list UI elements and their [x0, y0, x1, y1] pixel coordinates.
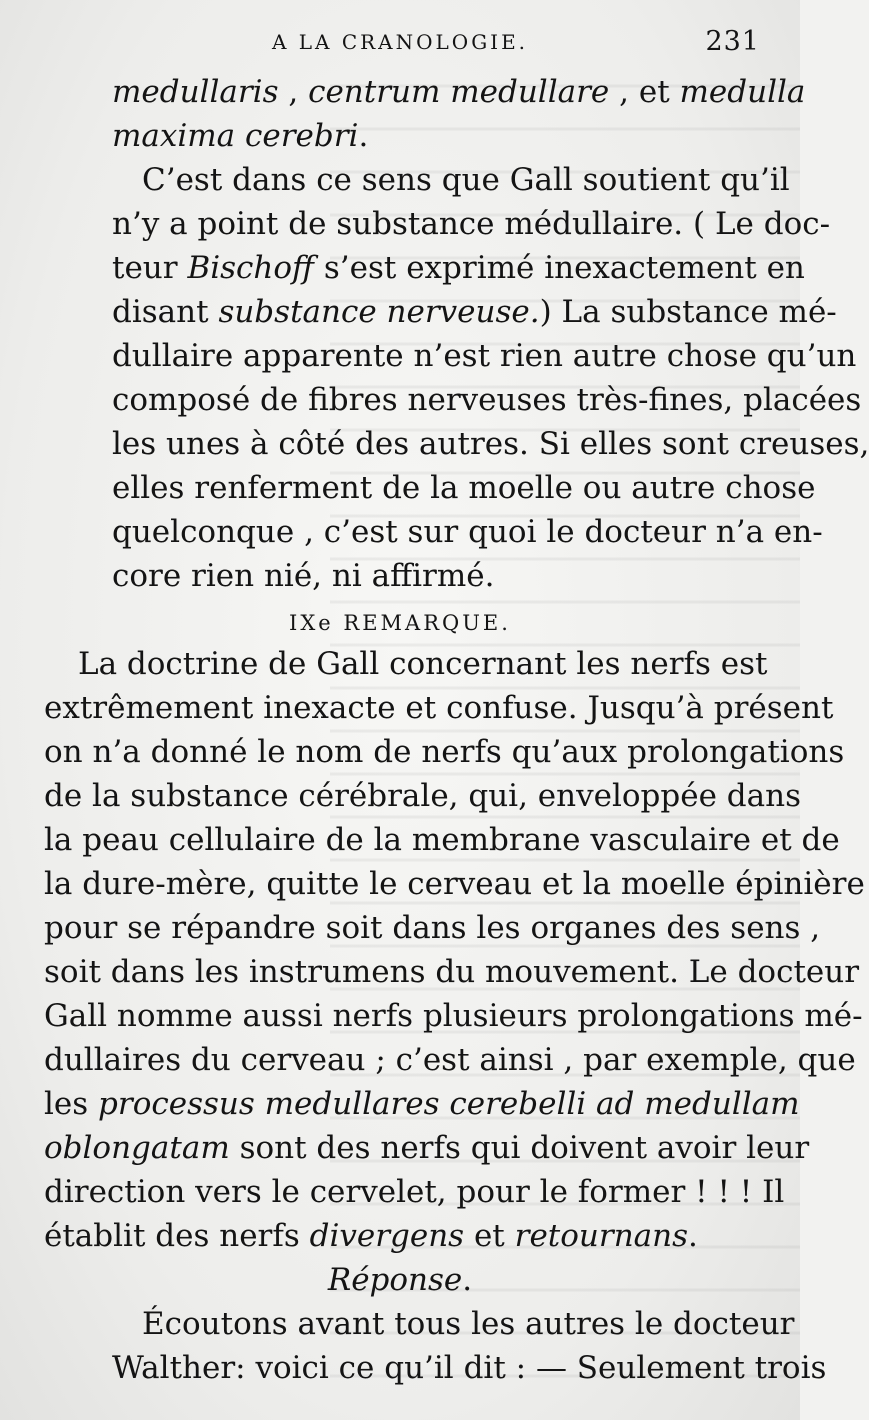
italic-span: processus medullares cerebelli ad medullam	[98, 1086, 800, 1122]
text-span: ) La substance mé-	[539, 294, 837, 330]
text-line	[112, 248, 805, 288]
text-line	[112, 512, 823, 552]
text-line	[112, 336, 857, 376]
text-line	[112, 468, 816, 508]
text-span: La doctrine de Gall concernant les nerfs est	[78, 646, 768, 682]
text-span: ,	[278, 74, 309, 110]
text-line	[142, 1304, 795, 1344]
italic-span: retournans	[514, 1218, 689, 1254]
text-span: s’est exprimé inexactement en	[314, 250, 805, 286]
text-span: et	[464, 1218, 515, 1254]
text-line	[112, 556, 752, 596]
text-span: disant	[112, 294, 219, 330]
text-line	[112, 424, 869, 464]
text-span: Walther: voici ce qu’il dit : — Seulement trois	[112, 1350, 827, 1386]
text-span: core rien nié, ni affirmé.	[112, 558, 495, 594]
text-line	[142, 160, 790, 200]
section-heading	[0, 600, 800, 643]
text-line	[44, 820, 840, 860]
text-span: les	[44, 1086, 99, 1122]
text-span: teur	[112, 250, 188, 286]
text-line	[44, 908, 821, 948]
italic-span: divergens	[309, 1218, 465, 1254]
italic-span: Réponse	[327, 1262, 463, 1298]
text-span: quelconque , c’est sur quoi le docteur n’a en-	[112, 514, 823, 550]
text-line	[44, 1128, 810, 1168]
text-line	[44, 996, 863, 1036]
text-line	[44, 776, 801, 816]
text-line	[44, 864, 865, 904]
text-line	[112, 380, 862, 420]
italic-span: oblongatam	[44, 1130, 230, 1166]
text-line	[44, 732, 845, 772]
text-span: les unes à côté des autres. Si elles sont creuses,	[112, 426, 869, 462]
text-span: elles renferment de la moelle ou autre chose	[112, 470, 816, 506]
text-span: Gall nomme aussi nerfs plusieurs prolongations mé-	[44, 998, 863, 1034]
text-line	[44, 1172, 785, 1212]
page-number: 231	[705, 26, 760, 57]
section-heading	[0, 1260, 800, 1300]
text-span: de la substance cérébrale, qui, enveloppée dans	[44, 778, 801, 814]
italic-span: Bischoff	[187, 250, 315, 286]
text-span: dullaires du cerveau ; c’est ainsi , par exemple, que	[44, 1042, 856, 1078]
text-span: établit des nerfs	[44, 1218, 310, 1254]
text-span: composé de fibres nerveuses très-fines, placées	[112, 382, 862, 418]
text-span: extrêmement inexacte et confuse. Jusqu’à présent	[44, 690, 834, 726]
text-span: la peau cellulaire de la membrane vasculaire et de	[44, 822, 840, 858]
text-line	[44, 1084, 800, 1124]
italic-span: centrum medullare	[308, 74, 610, 110]
text-span: IXe REMARQUE.	[289, 611, 511, 635]
text-line	[78, 644, 768, 684]
text-line	[112, 292, 837, 332]
text-line	[112, 204, 831, 244]
italic-span: maxima cerebri	[112, 118, 359, 154]
text-span: Écoutons avant tous les autres le docteur	[142, 1306, 795, 1342]
text-line	[112, 116, 752, 156]
text-line	[112, 72, 806, 112]
text-span: la dure-mère, quitte le cerveau et la moelle épinière	[44, 866, 865, 902]
text-span: pour se répandre soit dans les organes des sens ,	[44, 910, 821, 946]
text-span: , et	[609, 74, 680, 110]
italic-span: substance nerveuse.	[218, 294, 540, 330]
text-span: .	[688, 1218, 698, 1254]
italic-span: medulla	[679, 74, 806, 110]
text-span: sont des nerfs qui doivent avoir leur	[229, 1130, 810, 1166]
text-line	[112, 1348, 827, 1388]
running-head: A LA CRANOLOGIE.	[271, 30, 529, 54]
text-span: n’y a point de substance médullaire. ( Le doc-	[112, 206, 831, 242]
italic-span: medullaris	[112, 74, 279, 110]
text-span: .	[462, 1262, 473, 1298]
text-line	[44, 1040, 856, 1080]
text-line	[44, 1216, 758, 1256]
text-span: C’est dans ce sens que Gall soutient qu’il	[142, 162, 790, 198]
text-span: on n’a donné le nom de nerfs qu’aux prolongations	[44, 734, 845, 770]
page-header	[0, 24, 800, 64]
text-line	[44, 952, 860, 992]
text-span: soit dans les instrumens du mouvement. Le docteur	[44, 954, 860, 990]
text-line	[44, 688, 834, 728]
text-span: .	[358, 118, 369, 154]
text-span: dullaire apparente n’est rien autre chose qu’un	[112, 338, 857, 374]
text-span: direction vers le cervelet, pour le former ! ! ! Il	[44, 1174, 785, 1210]
